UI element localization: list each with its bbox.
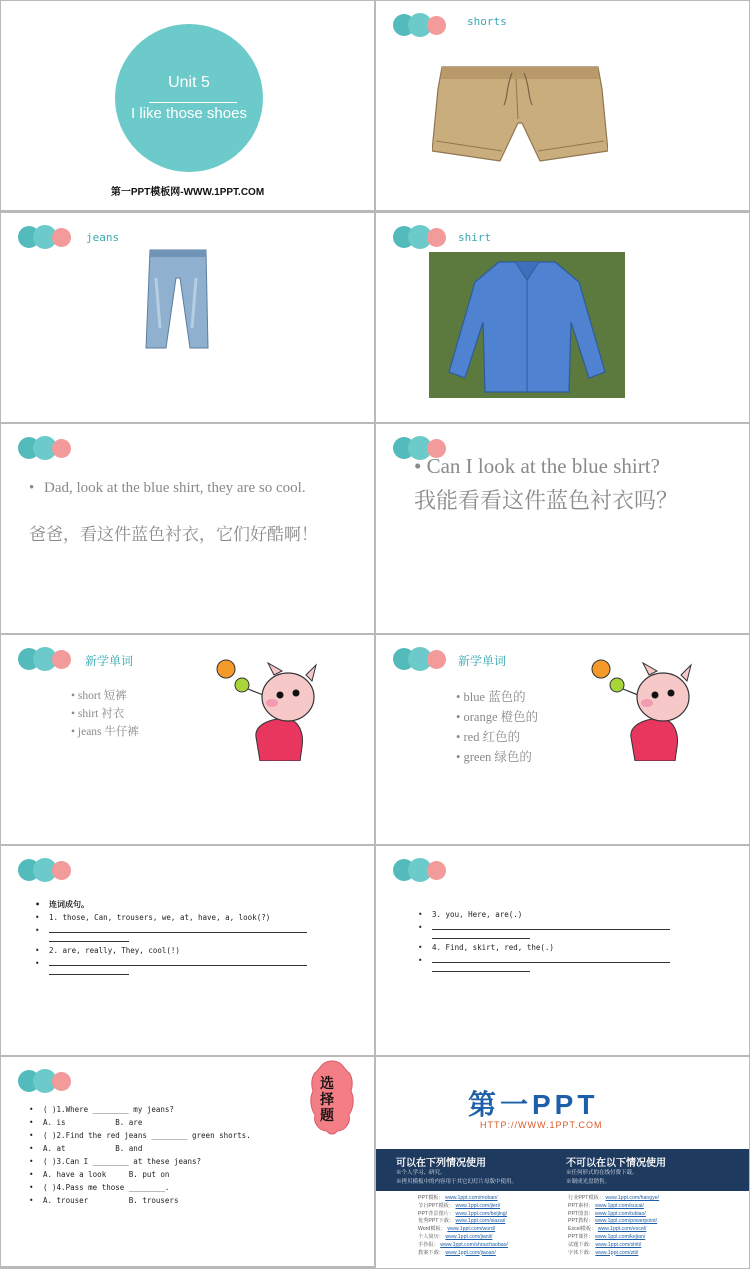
slide-title-text: shirt	[458, 231, 492, 244]
slide-exercise-2[interactable]	[376, 846, 749, 1055]
sentence-cn: 爸爸，看这件蓝色衬衣，它们好酷啊！	[29, 525, 318, 544]
slide-jeans[interactable]	[1, 213, 374, 422]
sentence-en: • Dad, look at the blue shirt, they are so cool.	[29, 480, 306, 496]
vocab-item: • orange 橙色的	[456, 710, 539, 724]
link-row[interactable]: PPT模板： www.1ppt.com/moban/	[418, 1195, 498, 1201]
question-1: • 1. those, Can, trousers, we, at, have, a, look(?)	[35, 911, 311, 924]
slide-title-text: jeans	[86, 231, 120, 244]
link-row[interactable]: PPT素材： www.1ppt.com/sucai/	[568, 1202, 644, 1209]
title-circle	[115, 24, 263, 172]
vocab-item: • shirt 衬衣	[71, 708, 125, 720]
slide-vocab-2[interactable]	[376, 635, 749, 844]
quiz-list	[29, 1103, 299, 1207]
link-row[interactable]: PPT课件： www.1ppt.com/kejian/	[568, 1233, 646, 1240]
quiz-line: • ( )3.Can I ________ at these jeans?	[29, 1155, 299, 1168]
answer-line-2[interactable]	[35, 957, 311, 975]
slide-title-text: 新学单词	[85, 654, 134, 668]
quiz-line: • A. have a look B. put on	[29, 1168, 299, 1181]
logo-url[interactable]: HTTP://WWW.1PPT.COM	[480, 1120, 603, 1130]
exercise-list	[418, 908, 678, 972]
shorts-image	[432, 59, 608, 165]
answer-line-3[interactable]	[418, 921, 678, 939]
exercise-heading: • 连词成句。	[35, 898, 311, 911]
vocab-list	[71, 687, 139, 741]
quiz-line: • A. at B. and	[29, 1142, 299, 1155]
vocab-item: • green 绿色的	[456, 750, 532, 764]
slide-exercise-1[interactable]	[1, 846, 374, 1055]
quiz-line: • ( )4.Pass me those ________.	[29, 1181, 299, 1194]
vocab-item: • red 红色的	[456, 730, 521, 744]
link-row[interactable]: 字体下载： www.1ppt.com/ziti/	[568, 1249, 639, 1256]
vocab-item: • blue 蓝色的	[456, 690, 526, 704]
links-left	[418, 1195, 508, 1257]
pig-cartoon	[591, 657, 701, 761]
lesson-title: I like those shoes	[131, 105, 247, 122]
slide-sentence-2[interactable]	[376, 424, 749, 633]
jeans-image	[144, 248, 210, 350]
vocab-list	[456, 687, 538, 767]
unit-label: Unit 5	[168, 74, 210, 91]
slide-title-text: 新学单词	[458, 654, 507, 668]
link-row[interactable]: 试题下载： www.1ppt.com/shiti/	[568, 1241, 642, 1248]
link-row[interactable]: 个人简历： www.1ppt.com/jianli/	[418, 1233, 493, 1240]
slide-shirt[interactable]	[376, 213, 749, 422]
title-divider	[149, 102, 237, 103]
forbidden-list: ※任何形式的在线付费下载。 ※制成光盘销售。	[566, 1170, 638, 1185]
link-row[interactable]: 节日PPT模板： www.1ppt.com/jieri/	[418, 1202, 501, 1209]
link-row[interactable]: PPT背景图片： www.1ppt.com/beijing/	[418, 1210, 508, 1217]
decor-dots	[18, 1070, 74, 1092]
link-row[interactable]: 行业PPT模板： www.1ppt.com/hangye/	[568, 1195, 660, 1201]
decor-dots	[393, 648, 449, 670]
decor-dots	[18, 648, 74, 670]
sentence-en: • Can I look at the blue shirt?	[414, 454, 660, 478]
vocab-item: • short 短裤	[71, 690, 127, 702]
allowed-heading: 可以在下列情况使用	[396, 1158, 486, 1169]
link-row[interactable]: Word模板： www.1ppt.com/word/	[418, 1226, 496, 1233]
slide-vocab-1[interactable]	[1, 635, 374, 844]
question-2: • 2. are, really, They, cool(!)	[35, 944, 311, 957]
decor-dots	[18, 859, 74, 881]
pig-cartoon	[216, 657, 326, 761]
quiz-line: • ( )2.Find the red jeans ________ green shorts.	[29, 1129, 299, 1142]
decor-dots	[18, 226, 74, 248]
decor-dots	[393, 859, 449, 881]
link-row[interactable]: PPT图表： www.1ppt.com/tubiao/	[568, 1210, 646, 1217]
question-4: • 4. Find, skirt, red, the(.)	[418, 941, 678, 954]
link-row[interactable]: 手抄报： www.1ppt.com/shouchaobao/	[418, 1241, 508, 1248]
allowed-list: ※个人学习、研究。 ※拷贝模板中的内容用于其它幻灯片母版中使用。	[396, 1170, 518, 1185]
slide-credits[interactable]	[376, 1057, 749, 1268]
quiz-line: • A. is B. are	[29, 1116, 299, 1129]
link-row[interactable]: PPT教程： www.1ppt.com/powerpoint/	[568, 1218, 658, 1225]
forbidden-heading: 不可以在以下情况使用	[566, 1158, 666, 1169]
slide-sentence-1[interactable]	[1, 424, 374, 633]
links-right	[568, 1195, 659, 1257]
exercise-list	[35, 898, 311, 975]
question-3: • 3. you, Here, are(.)	[418, 908, 678, 921]
answer-line-4[interactable]	[418, 954, 678, 972]
link-row[interactable]: Excel模板： www.1ppt.com/excel/	[568, 1226, 647, 1233]
sentence-cn: 我能看看这件蓝色衬衣吗？	[414, 488, 679, 513]
decor-dots	[18, 437, 74, 459]
quiz-line: • A. trouser B. trousers	[29, 1194, 299, 1207]
answer-line-1[interactable]	[35, 924, 311, 942]
link-row[interactable]: 优秀PPT下载： www.1ppt.com/xiazai/	[418, 1218, 506, 1225]
quiz-line: • ( )1.Where ________ my jeans?	[29, 1103, 299, 1116]
decor-dots	[393, 226, 449, 248]
slide-quiz[interactable]	[1, 1057, 374, 1266]
logo-text: 第一PPT	[468, 1089, 599, 1120]
slide-shorts[interactable]	[376, 1, 749, 210]
decor-dots	[393, 14, 449, 36]
quiz-badge-text: 选择题	[320, 1075, 334, 1123]
site-footer: 第一PPT模板网-WWW.1PPT.COM	[110, 187, 265, 198]
vocab-item: • jeans 牛仔裤	[71, 726, 139, 738]
slide-title[interactable]	[1, 1, 374, 210]
link-row[interactable]: 教案下载： www.1ppt.com/jiaoan/	[418, 1249, 496, 1256]
slide-title-text: shorts	[467, 15, 507, 28]
shirt-image	[429, 252, 625, 398]
